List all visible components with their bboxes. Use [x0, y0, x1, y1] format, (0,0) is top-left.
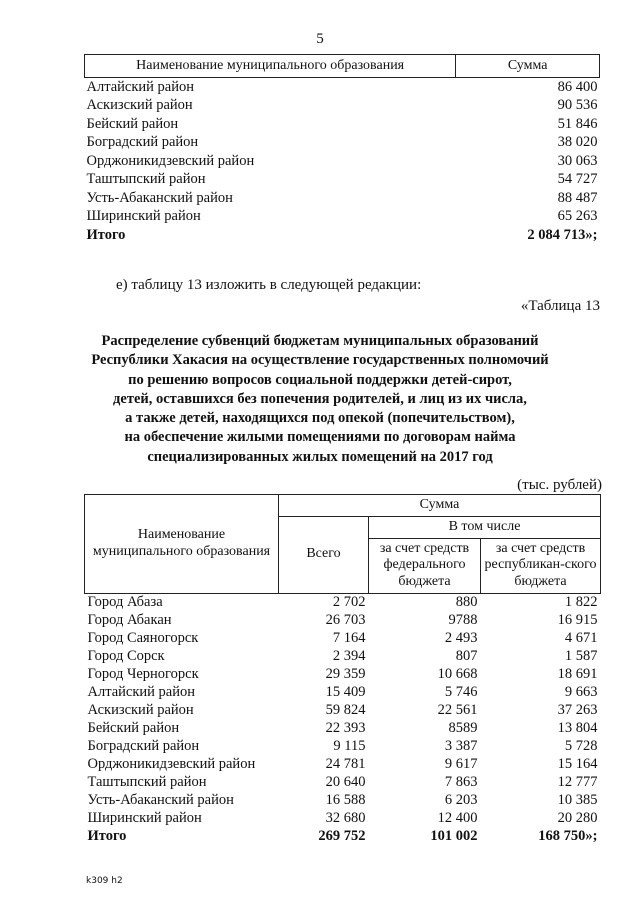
federal-value: 8589	[448, 720, 478, 737]
table-row	[85, 189, 600, 208]
republic-value: 18 691	[557, 666, 598, 683]
total-value: 269 752	[318, 828, 366, 845]
district-name: Таштыпский район	[86, 171, 206, 188]
republic-total: 168 750»;	[538, 828, 598, 845]
district-name: Бейский район	[86, 115, 179, 132]
republic-value: 16 915	[557, 612, 598, 629]
total-row	[85, 828, 601, 846]
municipality-name: Бейский район	[87, 720, 180, 737]
municipality-name: Орджоникидзевский район	[87, 756, 256, 773]
municipality-name: Город Черногорск	[87, 666, 199, 683]
table-row	[85, 756, 601, 774]
amendment-paragraph: е) таблицу 13 изложить в следующей редакции:	[116, 277, 422, 293]
municipality-name: Город Саяногорск	[87, 630, 199, 647]
republic-value: 5 728	[564, 738, 598, 755]
total-value: 7 164	[332, 630, 366, 647]
table13-header-including: В том числе	[369, 516, 601, 538]
total-value: 22 393	[325, 720, 366, 737]
federal-value: 5 746	[444, 684, 478, 701]
total-value: 2 394	[332, 648, 366, 665]
municipality-name: Боградский район	[87, 738, 200, 755]
district-sum: 65 263	[557, 208, 598, 225]
republic-value: 12 777	[557, 774, 598, 791]
federal-value: 9788	[448, 612, 478, 629]
total-value: 20 640	[325, 774, 366, 791]
table-row	[85, 115, 600, 134]
title-line: Распределение субвенций бюджетам муниципальных образований	[101, 333, 539, 349]
federal-value: 6 203	[444, 792, 478, 809]
table-row	[85, 792, 601, 810]
title-line: специализированных жилых помещений на 2017 год	[147, 448, 493, 465]
table-row	[85, 702, 601, 720]
table-row	[85, 152, 600, 171]
table-row	[85, 208, 600, 227]
republic-value: 37 263	[557, 702, 598, 719]
federal-value: 880	[455, 594, 478, 611]
municipality-name: Ширинский район	[87, 810, 202, 827]
table-row	[85, 666, 601, 684]
municipality-name: Город Абакан	[87, 612, 172, 629]
table-row	[85, 720, 601, 738]
federal-value: 10 668	[437, 666, 478, 683]
total-label: Итого	[86, 226, 126, 243]
republic-value: 1 822	[564, 594, 598, 611]
table-row	[85, 684, 601, 702]
total-row	[85, 226, 600, 245]
title-line: детей, оставшихся без попечения родителей, и лиц из их числа,	[113, 390, 527, 407]
table13-header-federal: за счет средств федерального бюджета	[369, 538, 481, 593]
district-name: Алтайский район	[86, 78, 194, 95]
table-row	[85, 648, 601, 666]
total-label: Итого	[87, 828, 127, 845]
federal-value: 7 863	[444, 774, 478, 791]
district-sum: 30 063	[557, 152, 598, 169]
page-number: 5	[316, 31, 324, 47]
federal-value: 9 617	[444, 756, 478, 773]
republic-value: 1 587	[564, 648, 598, 665]
table13-header-sum: Сумма	[279, 495, 601, 517]
table13-header-name: Наименование муниципального образования	[85, 495, 279, 594]
federal-value: 807	[455, 648, 478, 665]
title-line: Республики Хакасия на осуществление государственных полномочий	[91, 352, 549, 369]
federal-value: 12 400	[437, 810, 478, 827]
units-label: (тыс. рублей)	[517, 477, 602, 493]
table-row	[85, 738, 601, 756]
table-row	[85, 134, 600, 153]
total-value: 32 680	[325, 810, 366, 827]
district-name: Усть-Абаканский район	[86, 189, 233, 206]
republic-value: 4 671	[564, 630, 598, 647]
total-sum: 2 084 713»;	[527, 226, 598, 243]
table-row	[85, 612, 601, 630]
total-value: 24 781	[325, 756, 366, 773]
municipality-name: Город Абаза	[87, 594, 163, 611]
district-sum: 90 536	[557, 97, 598, 114]
title-line: по решению вопросов социальной поддержки детей-сирот,	[128, 371, 512, 388]
table-label: «Таблица 13	[520, 298, 600, 314]
district-name: Орджоникидзевский район	[86, 152, 255, 169]
republic-value: 10 385	[557, 792, 598, 809]
republic-value: 20 280	[557, 810, 598, 827]
municipality-name: Алтайский район	[87, 684, 195, 701]
table-row	[85, 774, 601, 792]
republic-value: 15 164	[557, 756, 598, 773]
top-table-header-name: Наименование муниципального образования	[85, 55, 456, 78]
municipality-name: Аскизский район	[87, 702, 194, 719]
top-table-header-sum: Сумма	[456, 55, 600, 78]
total-value: 29 359	[325, 666, 366, 683]
total-value: 2 702	[332, 594, 366, 611]
total-value: 16 588	[325, 792, 366, 809]
table-row	[85, 630, 601, 648]
district-sum: 51 846	[557, 115, 598, 132]
district-name: Ширинский район	[86, 208, 201, 225]
republic-value: 9 663	[564, 684, 598, 701]
district-name: Боградский район	[86, 134, 199, 151]
table13-header-republic: за счет средств республикан-ского бюджета	[481, 538, 601, 593]
total-value: 15 409	[325, 684, 366, 701]
total-value: 59 824	[325, 702, 366, 719]
district-sum: 88 487	[557, 189, 598, 206]
table-row	[85, 593, 601, 612]
top-continuation-table	[84, 54, 600, 245]
district-sum: 86 400	[557, 78, 598, 95]
federal-value: 2 493	[444, 630, 478, 647]
title-line: а также детей, находящихся под опекой (попечительством),	[125, 410, 515, 427]
top-table-header-row	[85, 55, 600, 78]
table13-header-row-1	[85, 495, 601, 517]
total-value: 26 703	[325, 612, 366, 629]
municipality-name: Город Сорск	[87, 648, 165, 665]
federal-total: 101 002	[430, 828, 478, 845]
table-13	[84, 494, 601, 846]
title-line: на обеспечение жилыми помещениями по договорам найма	[124, 429, 516, 446]
table-row	[85, 97, 600, 116]
federal-value: 3 387	[444, 738, 478, 755]
district-sum: 38 020	[557, 134, 598, 151]
footer-code: k309 h2	[86, 876, 123, 886]
republic-value: 13 804	[557, 720, 598, 737]
table-row	[85, 78, 600, 97]
table-title	[60, 332, 580, 467]
total-value: 9 115	[333, 738, 366, 755]
district-name: Аскизский район	[86, 97, 193, 114]
federal-value: 22 561	[437, 702, 478, 719]
table-row	[85, 171, 600, 190]
table-row	[85, 810, 601, 828]
municipality-name: Усть-Абаканский район	[87, 792, 234, 809]
table13-header-total: Всего	[279, 516, 369, 593]
municipality-name: Таштыпский район	[87, 774, 207, 791]
district-sum: 54 727	[557, 171, 598, 188]
